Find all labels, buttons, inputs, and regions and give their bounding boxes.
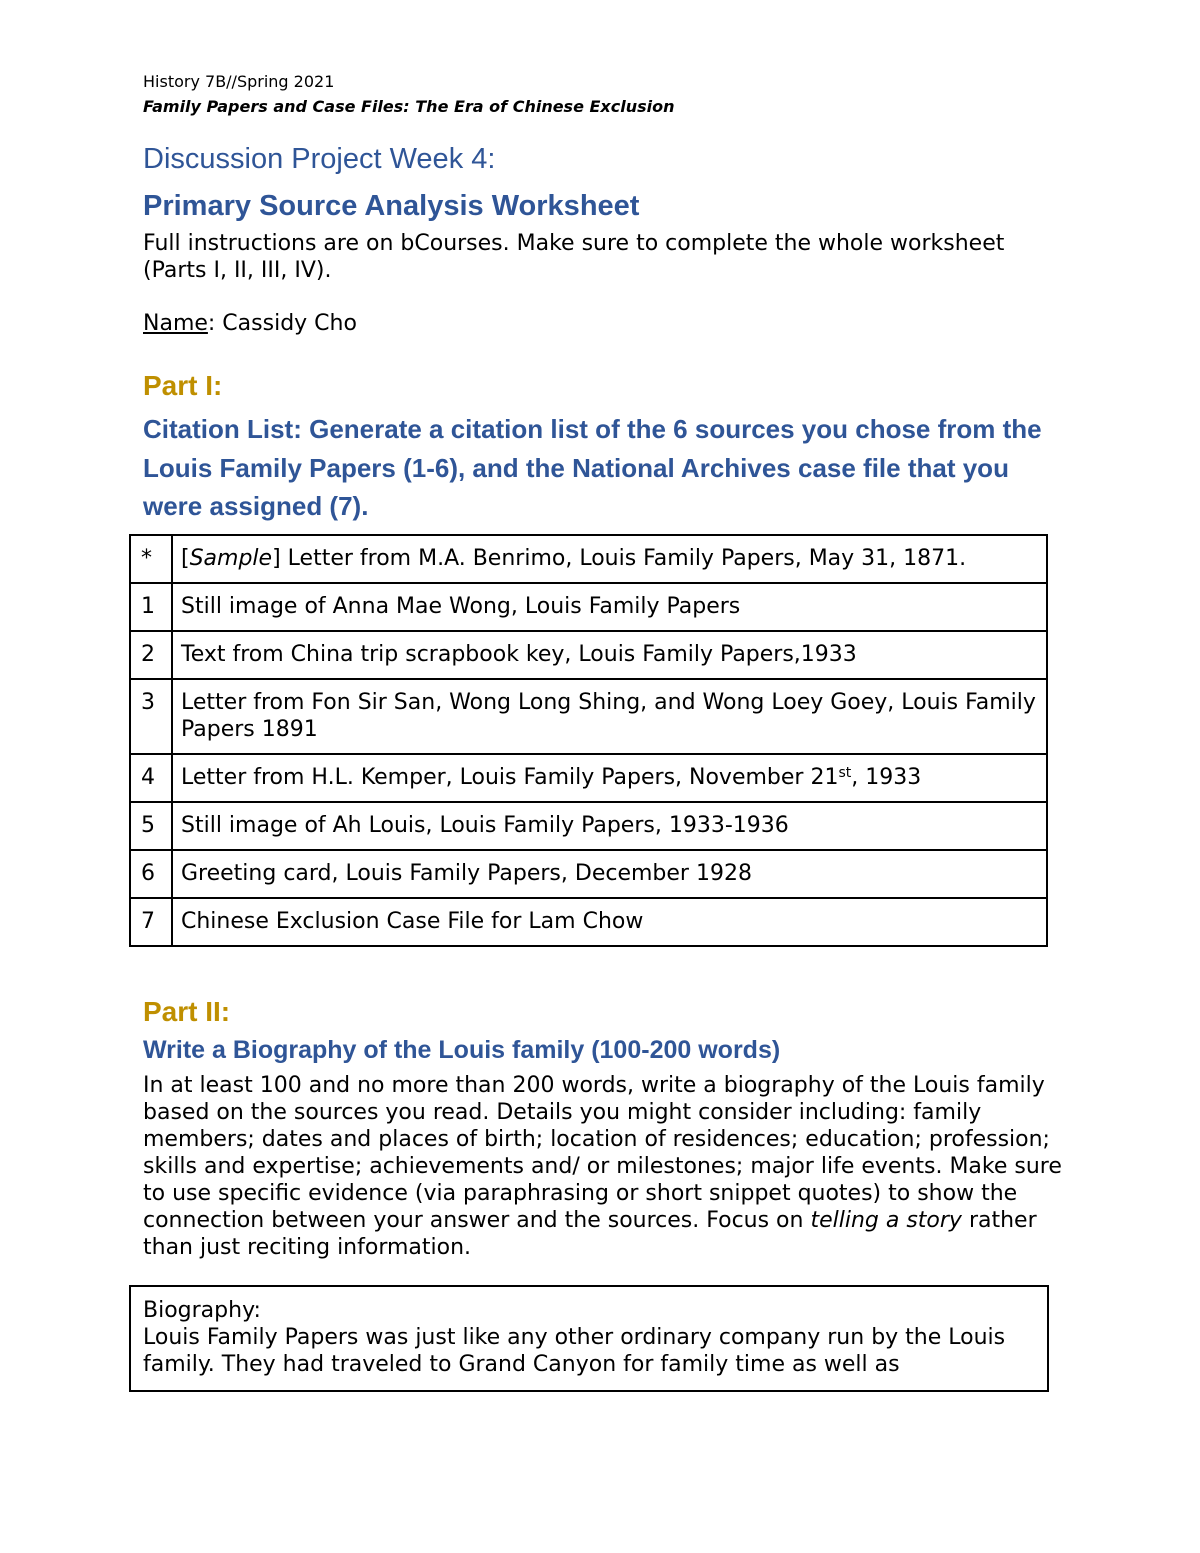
instructions-text: In at least 100 and no more than 200 words, write a biography of the Louis family based on the sources you read. Details you might consider including: family members; dates and places of birth; location of residences; education; profession; skills and expertise; achievements and/ or milestones; major life events. Make sure to use specific evidence (via paraphrasing or short snippet quotes) to show the connection between your answer and the sources. Focus on [143, 1073, 1062, 1233]
table-row [130, 631, 1047, 679]
row-number: 5 [130, 802, 172, 850]
name-line [143, 311, 357, 336]
part2-heading: Part II: [143, 996, 231, 1027]
row-number: 6 [130, 850, 172, 898]
biography-text: Louis Family Papers was just like any other ordinary company run by the Louis family. They had traveled to Grand Canyon for family time as well as [143, 1325, 1006, 1377]
citation-list-heading: Citation List: Generate a citation list of the 6 sources you chose from the Louis Family Papers (1-6), and the National Archives case file that you were assigned (7). [143, 414, 1042, 521]
page-title-line1: Discussion Project Week 4: [143, 143, 496, 175]
table-row [130, 898, 1047, 946]
biography-instructions [143, 1072, 1073, 1261]
biography-label: Biography: [143, 1298, 261, 1323]
row-number: 2 [130, 631, 172, 679]
table-row [130, 535, 1047, 583]
row-number: 7 [130, 898, 172, 946]
citation-cell: Still image of Anna Mae Wong, Louis Family Papers [172, 583, 1047, 631]
citation-cell: Text from China trip scrapbook key, Louis Family Papers,1933 [172, 631, 1047, 679]
citation-cell [172, 754, 1047, 802]
row-number: * [130, 535, 172, 583]
row-number: 1 [130, 583, 172, 631]
ordinal-suffix: st [838, 765, 852, 781]
table-row [130, 802, 1047, 850]
row-number: 3 [130, 679, 172, 754]
page-title-line2: Primary Source Analysis Worksheet [143, 190, 640, 222]
name-value: : Cassidy Cho [207, 311, 357, 336]
citation-cell: Letter from Fon Sir San, Wong Long Shing, and Wong Loey Goey, Louis Family Papers 1891 [172, 679, 1047, 754]
citation-text: , 1933 [851, 765, 922, 790]
name-label: Name [143, 311, 208, 336]
citation-table [129, 534, 1048, 947]
citation-text: ] Letter from M.A. Benrimo, Louis Family Papers, May 31, 1871. [272, 546, 967, 571]
table-row [130, 583, 1047, 631]
citation-cell: Chinese Exclusion Case File for Lam Chow [172, 898, 1047, 946]
table-row [130, 850, 1047, 898]
table-row [130, 679, 1047, 754]
citation-cell: Greeting card, Louis Family Papers, December 1928 [172, 850, 1047, 898]
citation-cell: Still image of Ah Louis, Louis Family Papers, 1933-1936 [172, 802, 1047, 850]
course-header: History 7B//Spring 2021 [143, 72, 335, 91]
citation-text: [ [181, 546, 190, 571]
biography-heading: Write a Biography of the Louis family (100-200 words) [143, 1036, 781, 1064]
citation-cell [172, 535, 1047, 583]
citation-text: Letter from H.L. Kemper, Louis Family Papers, November 21 [181, 765, 839, 790]
instructions-text: Full instructions are on bCourses. Make sure to complete the whole worksheet (Parts I, II, III, IV). [143, 231, 1005, 283]
sample-tag: Sample [189, 546, 273, 571]
row-number: 4 [130, 754, 172, 802]
biography-box[interactable] [129, 1285, 1049, 1392]
part1-heading: Part I: [143, 370, 223, 401]
instructions-text: rather than just reciting information. [143, 1208, 1037, 1260]
emphasis-text: telling a story [810, 1208, 962, 1233]
course-title: Family Papers and Case Files: The Era of Chinese Exclusion [143, 97, 675, 116]
table-row [130, 754, 1047, 802]
